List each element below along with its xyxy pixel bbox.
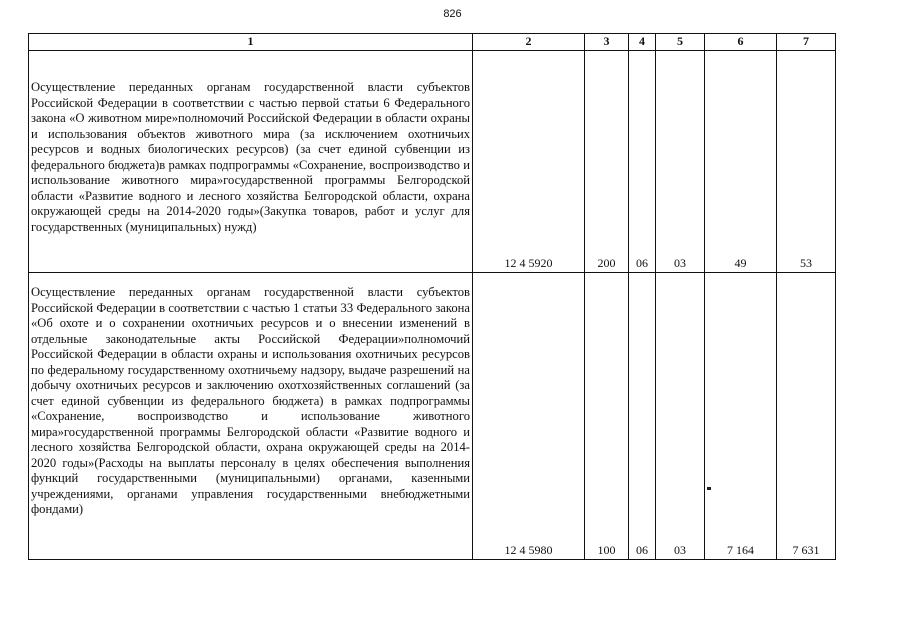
row-description: Осуществление переданных органам государственной власти субъектов Российской Федерации в соответствии с частью первой статьи 6 Федерального закона «О животном мире»полномочий Российской Федерации в области охраны и использования объектов животного мира (за исключением охотничьих ресурсов и водных биологических ресурсов) (за счет единой субвенции из федерального бюджета)в рамках подпрограммы «Сохранение, воспроизводство и использование животного мира»государственной программы Белгородской области «Развитие водного и лесного хозяйства Белгородской области, охрана окружающей среды на 2014-2020 годы»(Закупка товаров, работ и услуг для государственных (муниципальных) нужд) xyxy=(29,51,473,273)
row-col7: 7 631 xyxy=(777,273,836,560)
header-col-5: 5 xyxy=(656,34,705,51)
row-col5: 03 xyxy=(656,51,705,273)
header-row xyxy=(29,34,836,51)
header-col-6: 6 xyxy=(705,34,777,51)
header-col-7: 7 xyxy=(777,34,836,51)
header-col-1: 1 xyxy=(29,34,473,51)
row-col4: 06 xyxy=(629,51,656,273)
row-col3: 100 xyxy=(585,273,629,560)
header-col-3: 3 xyxy=(585,34,629,51)
page-number: 826 xyxy=(443,8,462,20)
row-col3: 200 xyxy=(585,51,629,273)
budget-table xyxy=(28,33,836,560)
row-col4: 06 xyxy=(629,273,656,560)
row-col5: 03 xyxy=(656,273,705,560)
row-col7: 53 xyxy=(777,51,836,273)
header-col-4: 4 xyxy=(629,34,656,51)
row-code: 12 4 5980 xyxy=(473,273,585,560)
row-col6: 49 xyxy=(705,51,777,273)
header-col-2: 2 xyxy=(473,34,585,51)
row-description: Осуществление переданных органам государственной власти субъектов Российской Федерации в соответствии с частью 1 статьи 33 Федерального закона «Об охоте и о сохранении охотничьих ресурсов и о внесении изменений в отдельные законодательные акты Российской Федерации»полномочий Российской Федерации в области охраны и использования охотничьих ресурсов по федеральному государственному охотничьему надзору, выдаче разрешений на добычу охотничьих ресурсов и заключению охотхозяйственных соглашений (за счет единой субвенции из федерального бюджета) в рамках подпрограммы «Сохранение, воспроизводство и использование животного мира»государственной программы Белгородской области «Развитие водного и лесного хозяйства Белгородской области, охрана окружающей среды на 2014-2020 годы»(Расходы на выплаты персоналу в целях обеспечения выполнения функций государственными (муниципальными) органами, казенными учреждениями, органами управления государственными внебюджетными фондами) xyxy=(29,273,473,560)
row-code: 12 4 5920 xyxy=(473,51,585,273)
row-col6: 7 164 xyxy=(705,273,777,560)
scan-speck xyxy=(707,487,711,490)
table-row xyxy=(29,51,836,273)
table-row xyxy=(29,273,836,560)
